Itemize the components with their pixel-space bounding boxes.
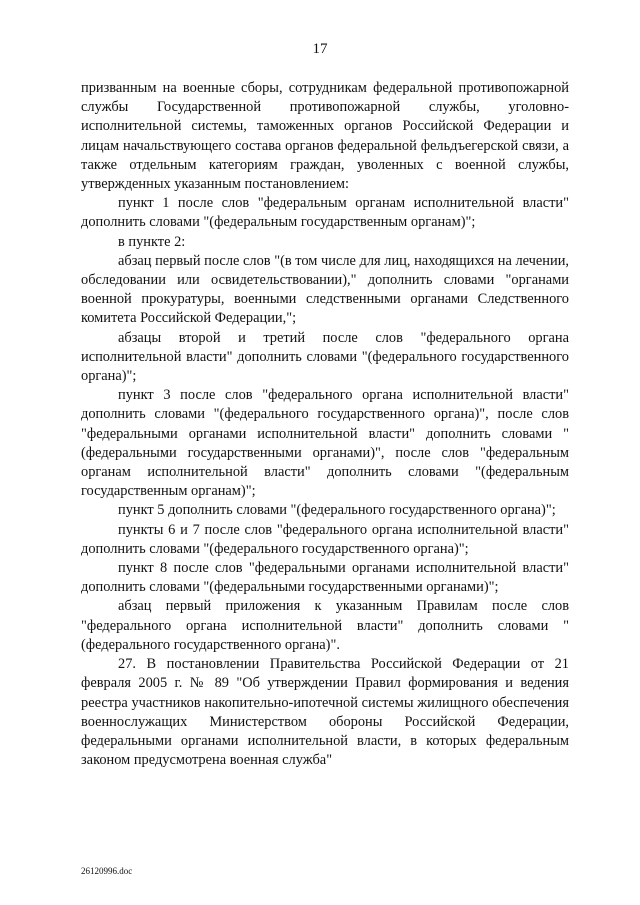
- paragraph: пункт 3 после слов "федерального органа исполнительной власти" дополнить словами "(федерального государственного органа)", после слов "федеральными органами исполнительной власти" дополнить словами "(федеральными государственными органами)", после слов "федеральным органам исполнительной власти" дополнить словами "(федеральным государственным органам)";: [81, 387, 569, 500]
- paragraph: 27. В постановлении Правительства Российской Федерации от 21 февраля 2005 г. № 89 "Об утверждении Правил формирования и ведения реестра участников накопительно-ипотечной системы жилищного обеспечения военнослужащих Министерством обороны Российской Федерации, федеральными органами исполнительной власти, в которых федеральным законом предусмотрена военная служба": [81, 656, 569, 769]
- paragraph: пункты 6 и 7 после слов "федерального органа исполнительной власти" дополнить словами "(федерального государственного органа)";: [81, 521, 569, 557]
- footer-filename: 26120996.doc: [81, 866, 133, 876]
- paragraph: пункт 8 после слов "федеральными органами исполнительной власти" дополнить словами "(федеральными государственными органами)";: [81, 560, 569, 596]
- paragraph: в пункте 2:: [118, 233, 186, 250]
- paragraph: абзац первый после слов "(в том числе для лиц, находящихся на лечении, обследовании или освидетельствовании)," дополнить словами "органами военной прокуратуры, военными следственными органами Следственного комитета Российской Федерации,";: [81, 252, 569, 327]
- page-number: 17: [312, 41, 328, 57]
- paragraph: абзацы второй и третий после слов "федерального органа исполнительной власти" дополнить словами "(федерального государственного органа)";: [81, 329, 569, 385]
- paragraph: пункт 1 после слов "федеральным органам исполнительной власти" дополнить словами "(федеральным государственным органам)";: [81, 195, 569, 231]
- document-body: [81, 79, 569, 770]
- paragraph: пункт 5 дополнить словами "(федерального государственного органа)";: [118, 502, 556, 519]
- paragraph: призванным на военные сборы, сотрудникам федеральной противопожарной службы Государственной противопожарной службы, уголовно-исполнительной системы, таможенных органов Российской Федерации и лицам начальствующего состава органов федеральной фельдъегерской связи, а также отдельным категориям граждан, уволенных с военной службы, утвержденных указанным постановлением:: [81, 80, 569, 193]
- paragraph: абзац первый приложения к указанным Правилам после слов "федерального органа исполнительной власти" дополнить словами "(федерального государственного органа)".: [81, 598, 569, 653]
